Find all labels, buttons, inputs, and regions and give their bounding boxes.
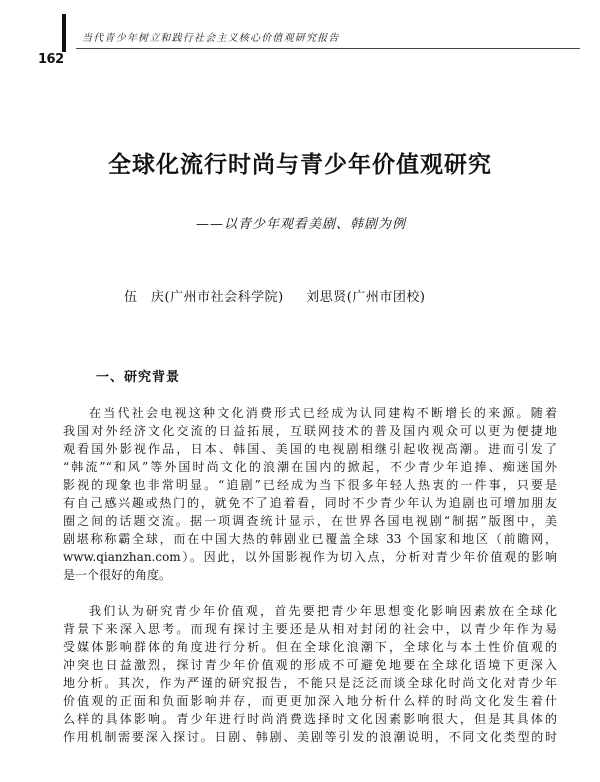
paragraph-line: 观看国外影视作品，日本、韩国、美国的电视剧相继引起收视高潮。进而引发了 [63, 442, 557, 456]
header-rule [76, 48, 580, 49]
paragraph-line: 在当代社会电视这种文化消费形式已经成为认同建构不断增长的来源。随着 [89, 406, 557, 420]
paragraph-line: 受媒体影响群体的角度进行分析。但在全球化浪潮下，全球化与本土性价值观的 [63, 640, 557, 654]
paragraph-line: 剧堪称称霸全球，而在中国大热的韩剧业已覆盖全球 33 个国家和地区（前瞻网， [63, 532, 557, 546]
header-bar [62, 14, 66, 52]
paragraph-line: 背景下来深入思考。而现有探讨主要还是从相对封闭的社会中，以青少年作为易 [63, 622, 557, 636]
page-number: 162 [38, 52, 64, 67]
author-line [124, 286, 425, 305]
paragraph-line: 圈之间的话题交流。据一项调查统计显示，在世界各国电视剧“制据”版图中，美 [63, 514, 557, 528]
section-heading: 一、研究背景 [96, 370, 181, 385]
author-2: 刘思贤(广州市团校) [306, 290, 426, 305]
paragraph-line: “韩流”“和风”等外国时尚文化的浪潮在国内的掀起，不少青少年追捧、痴迷国外 [63, 460, 557, 474]
running-title: 当代青少年树立和践行社会主义核心价值观研究报告 [82, 33, 340, 44]
paragraph-2 [63, 602, 557, 746]
paragraph-line: 作用机制需要深入探讨。日剧、韩剧、美剧等引发的浪潮说明，不同文化类型的时 [63, 730, 557, 744]
paragraph-line: 我国对外经济文化交流的日益拓展，互联网技术的普及国内观众可以更为便捷地 [63, 424, 557, 438]
author-1: 伍 庆(广州市社会科学院) [124, 290, 284, 305]
paragraph-line: www.qianzhan.com）。因此，以外国影视作为切入点，分析对青少年价值观的影响 [63, 550, 557, 564]
paragraph-line: 我们认为研究青少年价值观，首先要把青少年思想变化影响因素放在全球化 [89, 604, 557, 618]
article-title: 全球化流行时尚与青少年价值观研究 [108, 152, 492, 178]
paragraph-line: 地分析。其次，作为严谨的研究报告，不能只是泛泛而谈全球化时尚文化对青少年 [63, 676, 557, 690]
paragraph-line: 冲突也日益激烈，探讨青少年价值观的形成不可避免地要在全球化语境下更深入 [63, 658, 557, 672]
paragraph-1 [63, 404, 557, 584]
article-subtitle: ——以青少年观看美剧、韩剧为例 [196, 217, 407, 232]
paragraph-line: 么样的具体影响。青少年进行时尚消费选择时文化因素影响很大，但是其具体的 [63, 712, 557, 726]
paragraph-line: 影视的现象也非常明显。“追剧”已经成为当下很多年轻人热衷的一件事，只要是 [63, 478, 557, 492]
paragraph-line: 是一个很好的角度。 [63, 568, 172, 582]
paragraph-line: 有自己感兴趣或热门的，就免不了追着看，同时不少青少年认为追剧也可增加朋友 [63, 496, 557, 510]
paragraph-line: 价值观的正面和负面影响并存，而更更加深入地分析什么样的时尚文化发生着什 [63, 694, 557, 708]
